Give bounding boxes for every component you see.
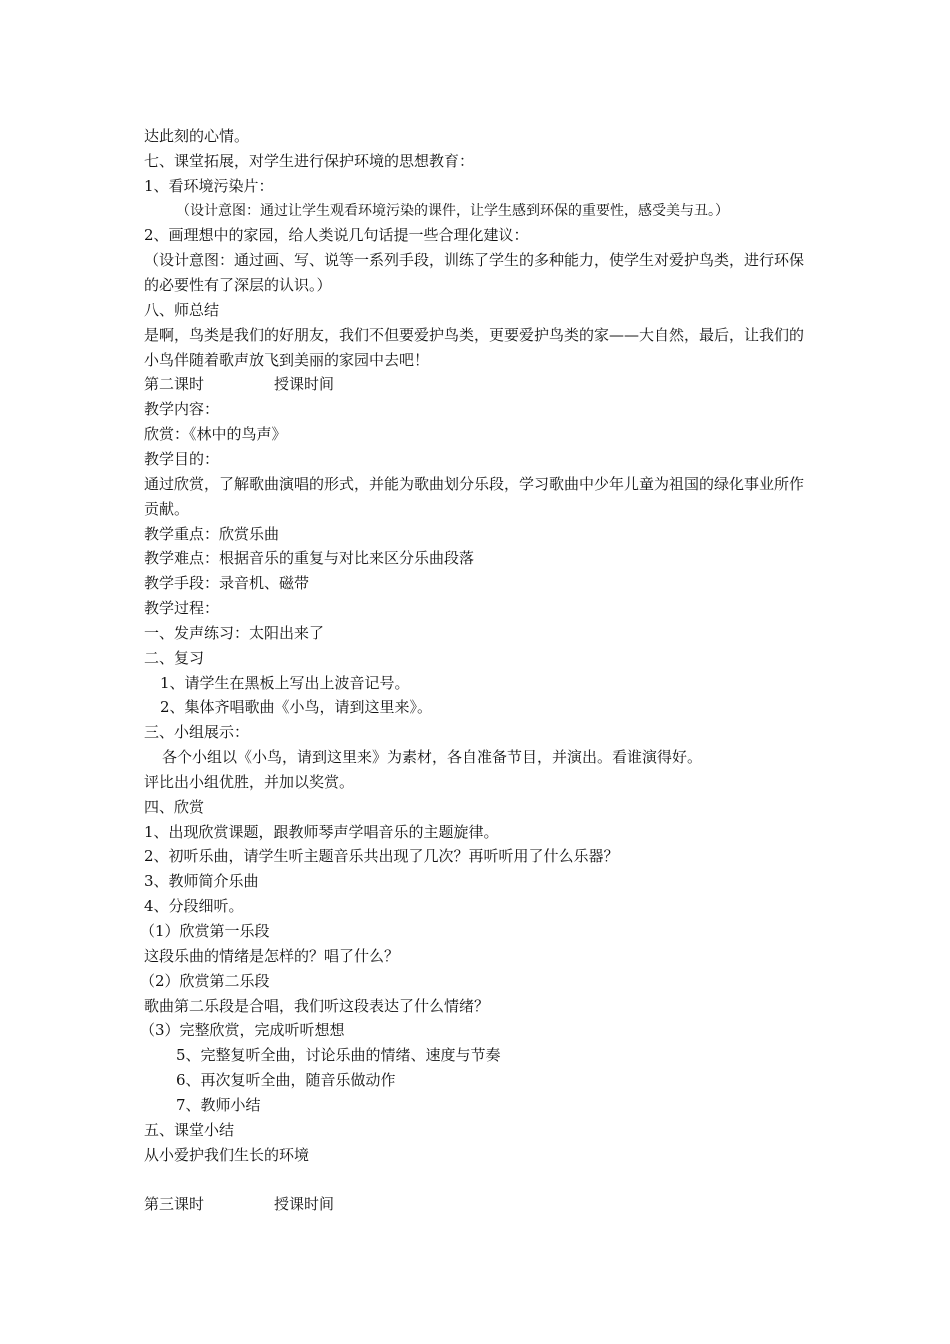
section-heading: 八、师总结: [144, 300, 220, 319]
lesson-header: [144, 372, 814, 397]
list-item: 3、教师简介乐曲: [144, 872, 259, 891]
section-heading: 五、课堂小结: [144, 1120, 235, 1139]
list-item: 2、初听乐曲，请学生听主题音乐共出现了几次？再听听用了什么乐器？: [144, 847, 619, 866]
text-line: 教学内容：: [144, 400, 220, 419]
section-heading: 三、小组展示：: [144, 723, 250, 742]
text-line: 欣赏：《林中的鸟声》: [144, 425, 287, 444]
lesson-time-label: 授课时间: [274, 375, 335, 394]
sub-item: （2）欣赏第二乐段: [140, 971, 270, 990]
text-line: 这段乐曲的情绪是怎样的？唱了什么？: [144, 946, 400, 965]
list-item: 1、请学生在黑板上写出上波音记号。: [160, 673, 410, 692]
blank-line: [144, 1167, 814, 1192]
text-line: 教学手段：录音机、磁带: [144, 574, 310, 593]
list-item: 6、再次复听全曲，随音乐做动作: [176, 1071, 396, 1090]
text-line: 歌曲第二乐段是合唱，我们听这段表达了什么情绪？: [144, 996, 490, 1015]
text-line: 2、画理想中的家园，给人类说几句话提一些合理化建议：: [144, 226, 529, 245]
section-heading: 二、复习: [144, 648, 205, 667]
section-heading: 四、欣赏: [144, 797, 205, 816]
text-line: 教学目的：: [144, 449, 220, 468]
text-line: 1、看环境污染片：: [144, 176, 274, 195]
design-intent-note: （设计意图：通过让学生观看环境污染的课件，让学生感到环保的重要性，感受美与丑。）: [176, 202, 729, 219]
list-item: 7、教师小结: [176, 1095, 261, 1114]
lesson-label: 第三课时: [144, 1195, 205, 1214]
list-item: 5、完整复听全曲，讨论乐曲的情绪、速度与节奏: [176, 1046, 501, 1065]
paragraph: 通过欣赏，了解歌曲演唱的形式，并能为歌曲划分乐段，学习歌曲中少年儿童为祖国的绿化事业所作贡献。: [144, 474, 805, 518]
sub-item: （3）完整欣赏，完成听听想想: [140, 1021, 345, 1040]
text-line: 从小爱护我们生长的环境: [144, 1145, 310, 1164]
design-intent-note: （设计意图：通过画、写、说等一系列手段，训练了学生的多种能力，使学生对爱护鸟类，进行环保的必要性有了深层的认识。）: [144, 251, 805, 295]
list-item: 2、集体齐唱歌曲《小鸟，请到这里来》。: [160, 698, 433, 717]
section-heading: 一、发声练习：太阳出来了: [144, 623, 325, 642]
text-line: 评比出小组优胜，并加以奖赏。: [144, 772, 355, 791]
lesson-label: 第二课时: [144, 375, 205, 394]
text-line: 教学难点：根据音乐的重复与对比来区分乐曲段落: [144, 549, 475, 568]
text-line: 教学过程：: [144, 599, 220, 618]
section-heading: 七、课堂拓展，对学生进行保护环境的思想教育：: [144, 151, 475, 170]
sub-item: （1）欣赏第一乐段: [140, 922, 270, 940]
text-line: 达此刻的心情。: [144, 127, 250, 145]
lesson-plan-text: [140, 124, 814, 1217]
paragraph: 各个小组以《小鸟，请到这里来》为素材，各自准备节目，并演出。看谁演得好。: [162, 748, 703, 767]
paragraph: 是啊，鸟类是我们的好朋友，我们不但要爱护鸟类，更要爱护鸟类的家——大自然，最后，让我们的小鸟伴随着歌声放飞到美丽的家园中去吧！: [144, 325, 805, 369]
lesson-header: [144, 1192, 814, 1217]
text-line: 教学重点：欣赏乐曲: [144, 524, 280, 543]
list-item: 4、分段细听。: [144, 897, 244, 916]
list-item: 1、出现欣赏课题，跟教师琴声学唱音乐的主题旋律。: [144, 822, 499, 841]
lesson-time-label: 授课时间: [274, 1195, 335, 1214]
